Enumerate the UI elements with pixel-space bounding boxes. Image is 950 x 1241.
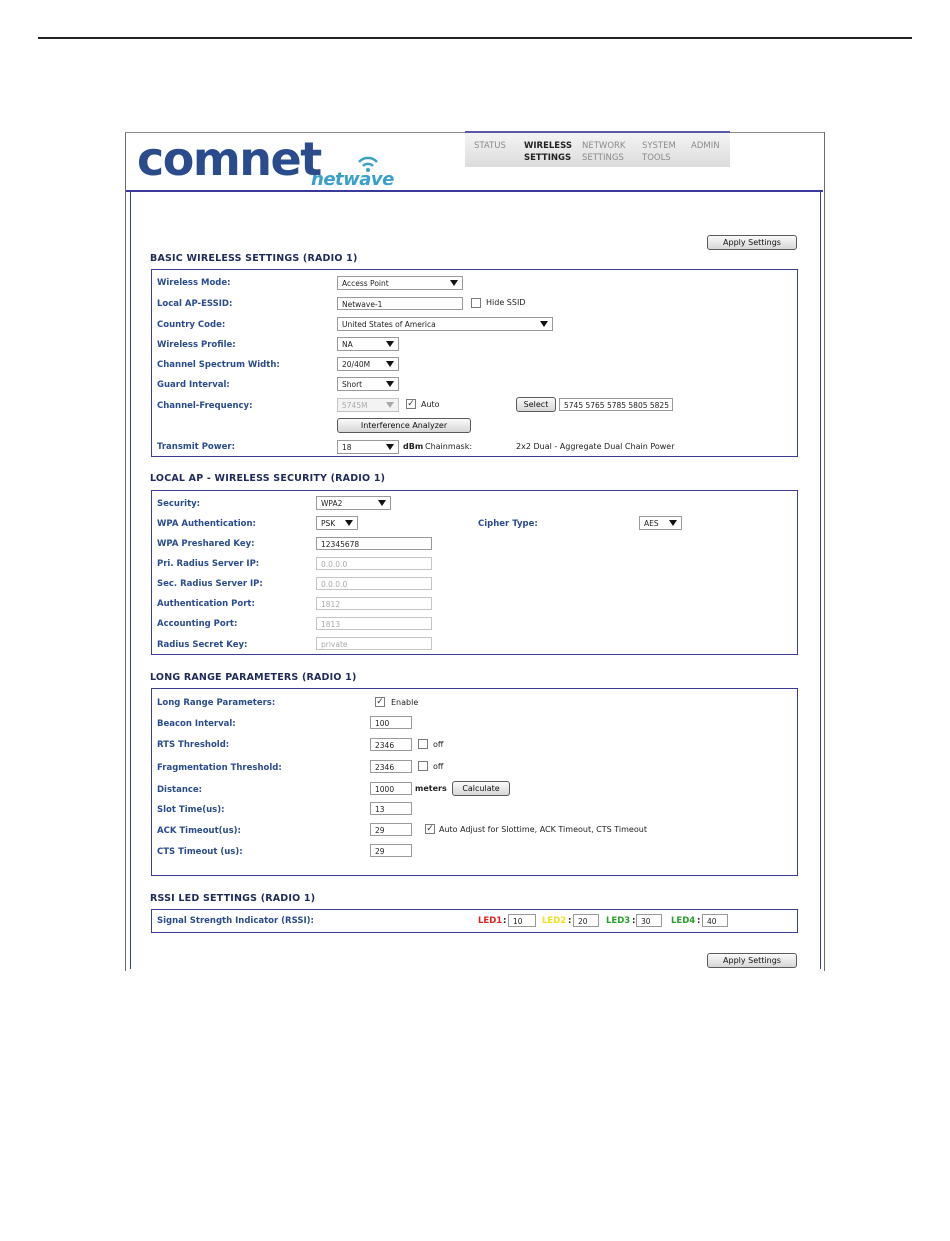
wireless-profile-label: Wireless Profile: bbox=[157, 340, 236, 350]
channel-frequency-value: 5745M bbox=[342, 401, 368, 410]
security-value: WPA2 bbox=[321, 499, 343, 508]
guard-interval-value: Short bbox=[342, 380, 363, 389]
transmit-power-label: Transmit Power: bbox=[157, 442, 235, 452]
apply-settings-button-bottom[interactable]: Apply Settings bbox=[707, 953, 797, 968]
ack-timeout-input[interactable]: 29 bbox=[370, 823, 412, 836]
apply-settings-button-top[interactable]: Apply Settings bbox=[707, 235, 797, 250]
nav-network-label-1: NETWORK bbox=[582, 141, 626, 151]
cipher-type-value: AES bbox=[644, 519, 659, 528]
rts-threshold-input[interactable]: 2346 bbox=[370, 738, 412, 751]
cipher-type-label: Cipher Type: bbox=[478, 519, 538, 529]
chainmask-value: 2x2 Dual - Aggregate Dual Chain Power bbox=[516, 442, 675, 451]
channel-frequency-select[interactable] bbox=[337, 398, 399, 412]
transmit-power-select[interactable] bbox=[337, 440, 399, 454]
accounting-port-input[interactable]: 1813 bbox=[316, 617, 432, 630]
wireless-profile-select[interactable] bbox=[337, 337, 399, 351]
cipher-type-select[interactable] bbox=[639, 516, 682, 530]
guard-interval-select[interactable] bbox=[337, 377, 399, 391]
led4-colon: : bbox=[697, 916, 701, 926]
radius-secret-key-label: Radius Secret Key: bbox=[157, 640, 248, 650]
chainmask-label: Chainmask: bbox=[425, 442, 473, 451]
long-range-enable-label: Enable bbox=[391, 698, 419, 707]
led2-colon: : bbox=[568, 916, 572, 926]
long-range-title: LONG RANGE PARAMETERS (RADIO 1) bbox=[150, 672, 357, 683]
fragmentation-threshold-input[interactable]: 2346 bbox=[370, 760, 412, 773]
fragmentation-off-checkbox[interactable] bbox=[418, 761, 428, 771]
wireless-profile-value: NA bbox=[342, 340, 353, 349]
chevron-down-icon bbox=[386, 361, 394, 367]
spectrum-width-select[interactable] bbox=[337, 357, 399, 371]
nav-status-label: STATUS bbox=[474, 141, 506, 151]
cts-timeout-input[interactable]: 29 bbox=[370, 844, 412, 857]
ack-timeout-label: ACK Timeout(us): bbox=[157, 826, 241, 836]
basic-wireless-title: BASIC WIRELESS SETTINGS (RADIO 1) bbox=[150, 253, 358, 264]
long-range-enable-checkbox[interactable]: ✓ bbox=[376, 697, 384, 707]
led3-input[interactable]: 30 bbox=[636, 914, 662, 927]
content-right-border bbox=[820, 192, 821, 969]
nav-system-tools[interactable] bbox=[642, 140, 676, 164]
country-code-value: United States of America bbox=[342, 320, 436, 329]
led3-colon: : bbox=[632, 916, 636, 926]
nav-system-label-2: TOOLS bbox=[642, 153, 671, 163]
nav-wireless-settings[interactable] bbox=[524, 140, 572, 164]
nav-network-settings[interactable] bbox=[582, 140, 626, 164]
dbm-unit-label: dBm bbox=[403, 442, 424, 451]
spectrum-width-value: 20/40M bbox=[342, 360, 371, 369]
comnet-logo: comnet bbox=[137, 132, 321, 186]
distance-label: Distance: bbox=[157, 785, 203, 795]
country-code-label: Country Code: bbox=[157, 320, 226, 330]
rts-off-checkbox[interactable] bbox=[418, 739, 428, 749]
authentication-port-input[interactable]: 1812 bbox=[316, 597, 432, 610]
top-nav bbox=[465, 131, 730, 167]
radius-secret-key-input[interactable]: private bbox=[316, 637, 432, 650]
chevron-down-icon bbox=[450, 280, 458, 286]
auto-adjust-label: Auto Adjust for Slottime, ACK Timeout, CTS Timeout bbox=[439, 825, 647, 834]
essid-input[interactable]: Netwave-1 bbox=[337, 297, 463, 310]
led4-label: LED4 bbox=[671, 916, 696, 926]
beacon-interval-label: Beacon Interval: bbox=[157, 719, 236, 729]
preshared-key-label: WPA Preshared Key: bbox=[157, 539, 255, 549]
distance-input[interactable]: 1000 bbox=[370, 782, 412, 795]
led1-input[interactable]: 10 bbox=[508, 914, 536, 927]
chevron-down-icon bbox=[345, 520, 353, 526]
secondary-radius-ip-label: Sec. Radius Server IP: bbox=[157, 579, 263, 589]
select-frequency-button[interactable]: Select bbox=[516, 397, 556, 412]
fragmentation-threshold-label: Fragmentation Threshold: bbox=[157, 763, 282, 773]
auto-frequency-checkbox[interactable]: ✓ bbox=[407, 399, 415, 409]
preshared-key-input[interactable]: 12345678 bbox=[316, 537, 432, 550]
chevron-down-icon bbox=[386, 402, 394, 408]
chevron-down-icon bbox=[386, 341, 394, 347]
long-range-params-label: Long Range Parameters: bbox=[157, 698, 276, 708]
nav-admin-label: ADMIN bbox=[691, 141, 720, 151]
interference-analyzer-button[interactable]: Interference Analyzer bbox=[337, 418, 471, 433]
channel-frequency-label: Channel-Frequency: bbox=[157, 401, 253, 411]
page-top-rule bbox=[38, 37, 912, 39]
led4-input[interactable]: 40 bbox=[702, 914, 728, 927]
led2-label: LED2 bbox=[542, 916, 567, 926]
accounting-port-label: Accounting Port: bbox=[157, 619, 238, 629]
essid-label: Local AP-ESSID: bbox=[157, 299, 233, 309]
rssi-led-title: RSSI LED SETTINGS (RADIO 1) bbox=[150, 893, 316, 904]
nav-admin[interactable] bbox=[691, 140, 720, 152]
fragmentation-off-label: off bbox=[433, 762, 444, 771]
guard-interval-label: Guard Interval: bbox=[157, 380, 230, 390]
netwave-logo: netwave bbox=[311, 169, 394, 190]
authentication-port-label: Authentication Port: bbox=[157, 599, 255, 609]
nav-network-label-2: SETTINGS bbox=[582, 153, 624, 163]
wpa-authentication-select[interactable] bbox=[316, 516, 358, 530]
cts-timeout-label: CTS Timeout (us): bbox=[157, 847, 243, 857]
rssi-indicator-label: Signal Strength Indicator (RSSI): bbox=[157, 916, 314, 926]
rts-off-label: off bbox=[433, 740, 444, 749]
beacon-interval-input[interactable]: 100 bbox=[370, 716, 412, 729]
content-left-border bbox=[130, 192, 131, 969]
header-divider bbox=[126, 190, 823, 192]
auto-adjust-checkbox[interactable]: ✓ bbox=[426, 824, 434, 834]
wpa-authentication-label: WPA Authentication: bbox=[157, 519, 256, 529]
led3-label: LED3 bbox=[606, 916, 631, 926]
chevron-down-icon bbox=[378, 500, 386, 506]
slot-time-input[interactable]: 13 bbox=[370, 802, 412, 815]
spectrum-width-label: Channel Spectrum Width: bbox=[157, 360, 280, 370]
chevron-down-icon bbox=[540, 321, 548, 327]
wireless-mode-select[interactable] bbox=[337, 276, 463, 290]
hide-ssid-checkbox[interactable] bbox=[471, 298, 481, 308]
security-select[interactable] bbox=[316, 496, 391, 510]
nav-wireless-label-1: WIRELESS bbox=[524, 141, 572, 151]
wpa-authentication-value: PSK bbox=[321, 519, 336, 528]
nav-system-label-1: SYSTEM bbox=[642, 141, 676, 151]
country-code-select[interactable] bbox=[337, 317, 553, 331]
primary-radius-ip-label: Pri. Radius Server IP: bbox=[157, 559, 260, 569]
auto-frequency-label: Auto bbox=[421, 400, 440, 409]
chevron-down-icon bbox=[386, 381, 394, 387]
hide-ssid-label: Hide SSID bbox=[486, 298, 526, 307]
wireless-mode-value: Access Point bbox=[342, 279, 389, 288]
led2-input[interactable]: 20 bbox=[573, 914, 599, 927]
meters-unit-label: meters bbox=[415, 784, 447, 793]
frequency-list-field: 5745 5765 5785 5805 5825 bbox=[559, 398, 673, 411]
nav-wireless-label-2: SETTINGS bbox=[524, 153, 572, 163]
security-label: Security: bbox=[157, 499, 201, 509]
calculate-button[interactable]: Calculate bbox=[452, 781, 510, 796]
led1-colon: : bbox=[503, 916, 507, 926]
transmit-power-value: 18 bbox=[342, 443, 352, 452]
primary-radius-ip-input[interactable]: 0.0.0.0 bbox=[316, 557, 432, 570]
chevron-down-icon bbox=[669, 520, 677, 526]
rts-threshold-label: RTS Threshold: bbox=[157, 740, 230, 750]
led1-label: LED1 bbox=[478, 916, 503, 926]
slot-time-label: Slot Time(us): bbox=[157, 805, 225, 815]
wireless-security-box bbox=[151, 490, 798, 655]
chevron-down-icon bbox=[386, 444, 394, 450]
nav-status[interactable] bbox=[474, 140, 506, 152]
wireless-security-title: LOCAL AP - WIRELESS SECURITY (RADIO 1) bbox=[150, 473, 386, 484]
secondary-radius-ip-input[interactable]: 0.0.0.0 bbox=[316, 577, 432, 590]
wireless-mode-label: Wireless Mode: bbox=[157, 278, 231, 288]
